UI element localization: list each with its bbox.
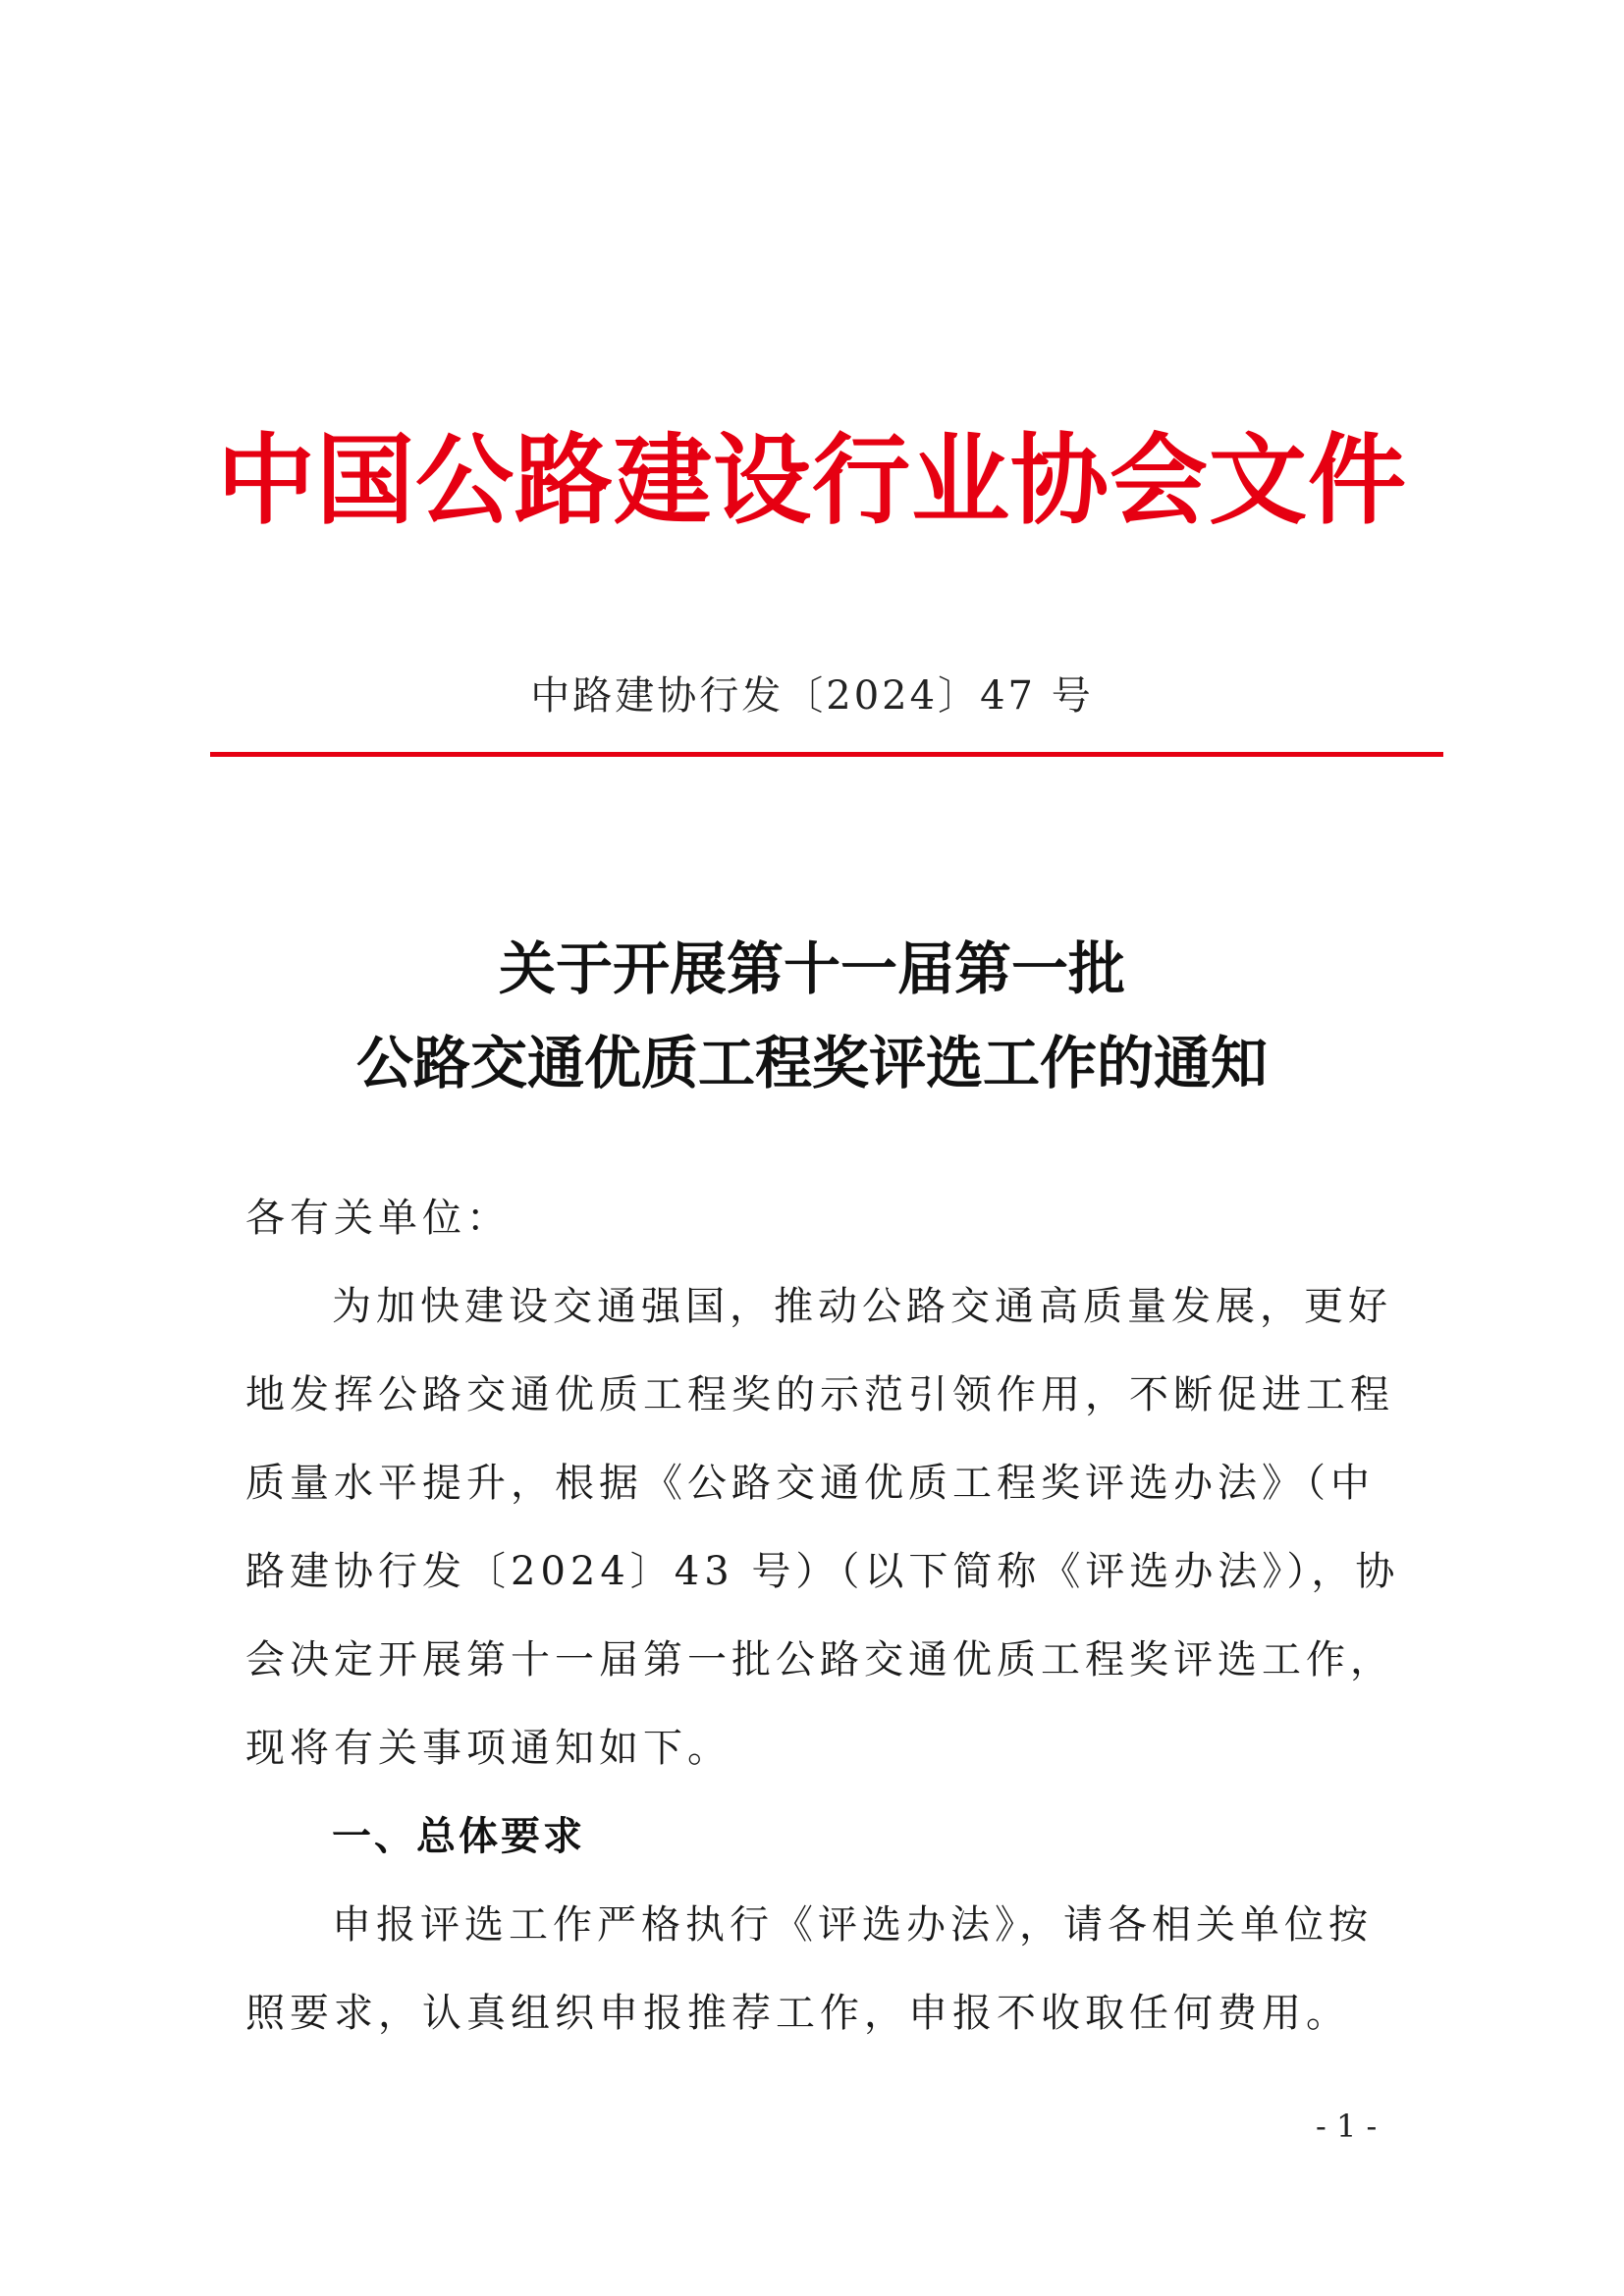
intro-line-1: 为加快建设交通强国，推动公路交通高质量发展，更好 <box>332 1284 1392 1329</box>
page-number: - 1 - <box>1316 2108 1378 2145</box>
intro-line-4: 路建协行发〔2024〕43 号）（以下简称《评选办法》），协 <box>245 1549 1400 1594</box>
intro-line-5: 会决定开展第十一届第一批公路交通优质工程奖评选工作， <box>245 1637 1394 1682</box>
section1-line-2: 照要求，认真组织申报推荐工作，申报不收取任何费用。 <box>245 1991 1350 2036</box>
intro-line-3: 质量水平提升，根据《公路交通优质工程奖评选办法》（中 <box>245 1461 1375 1506</box>
notice-title-line-2: 公路交通优质工程奖评选工作的通知 <box>355 1030 1268 1096</box>
document-number: 中路建协行发〔2024〕47 号 <box>530 673 1094 719</box>
section-heading-general-requirements: 一、总体要求 <box>332 1814 585 1859</box>
intro-line-6: 现将有关事项通知如下。 <box>245 1726 731 1771</box>
notice-title-line-1: 关于开展第十一届第一批 <box>498 935 1125 1002</box>
salutation: 各有关单位： <box>245 1196 511 1241</box>
intro-line-2: 地发挥公路交通优质工程奖的示范引领作用，不断促进工程 <box>245 1372 1394 1417</box>
issuer-masthead: 中国公路建设行业协会文件 <box>217 423 1407 538</box>
red-divider-line <box>210 752 1443 757</box>
section1-line-1: 申报评选工作严格执行《评选办法》，请各相关单位按 <box>332 1902 1373 1948</box>
